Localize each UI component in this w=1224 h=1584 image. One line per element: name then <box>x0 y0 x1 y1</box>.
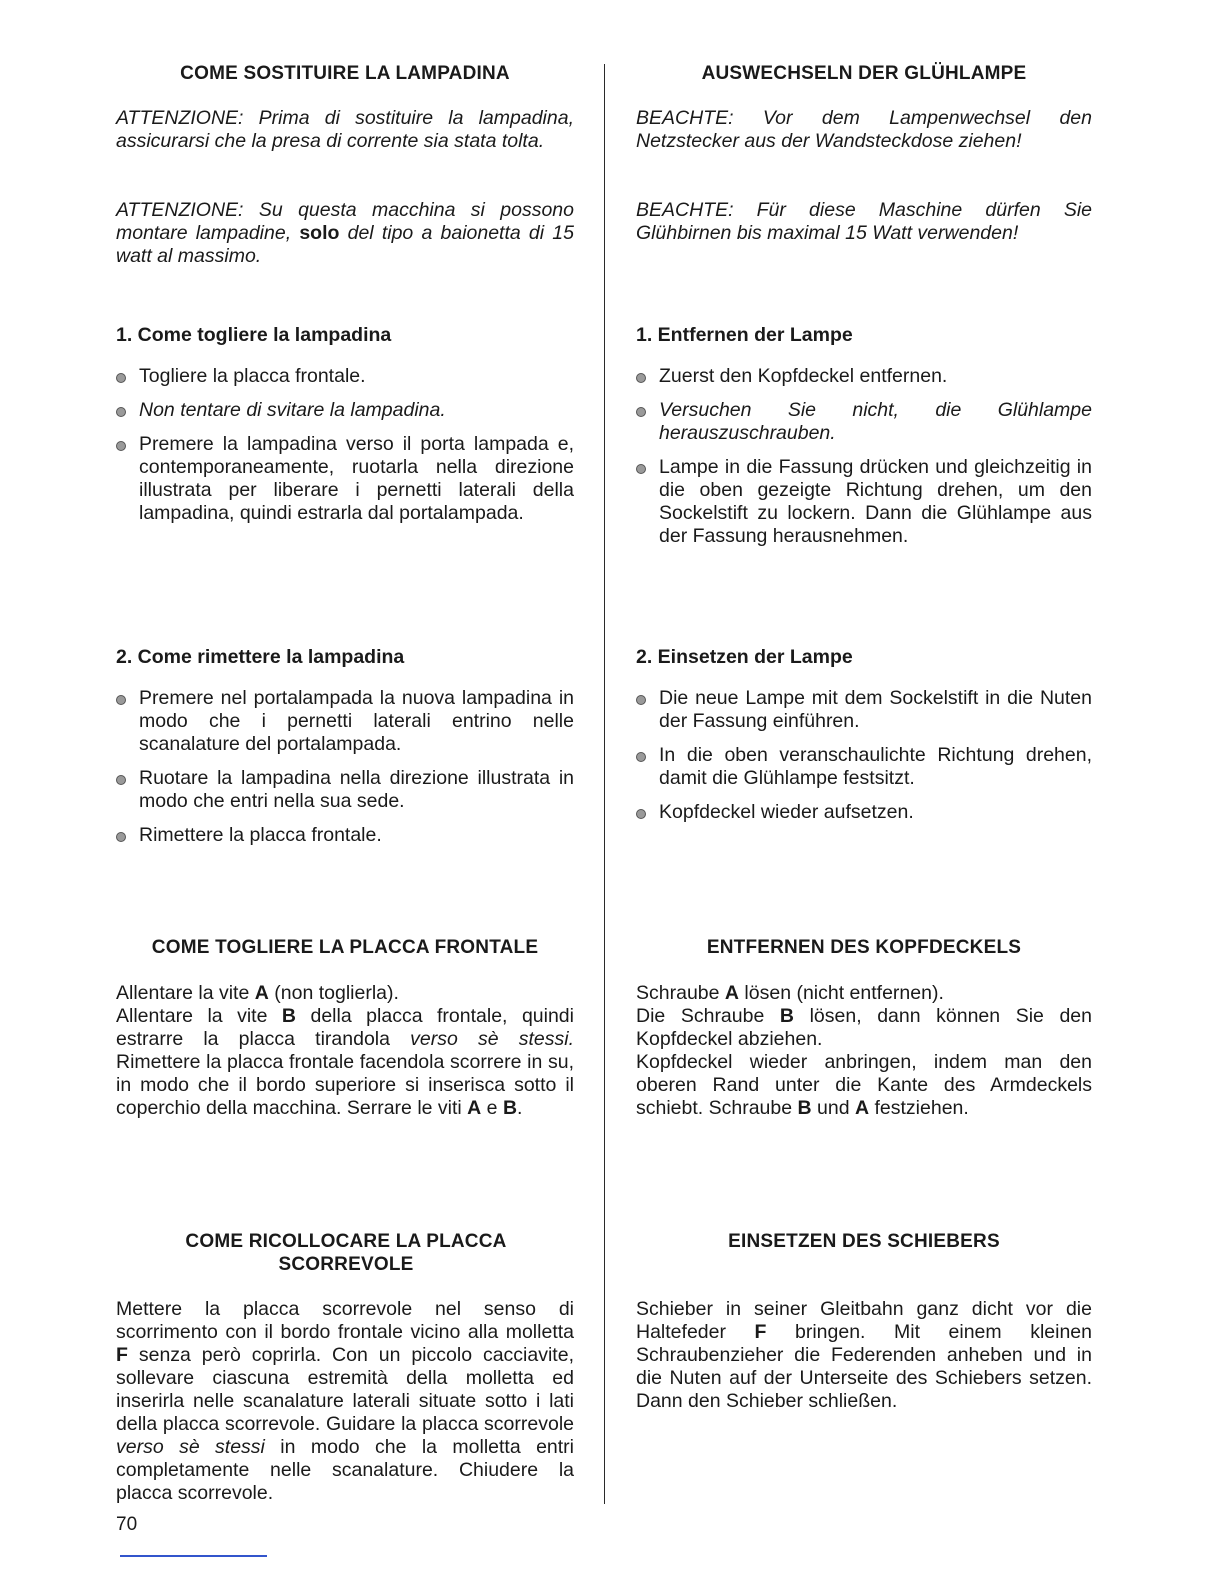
de-remove-lamp-heading: 1. Entfernen der Lampe <box>636 324 853 346</box>
page-number: 70 <box>116 1514 138 1535</box>
bottom-rule <box>120 1555 267 1557</box>
it-front-plate-title: COME TOGLIERE LA PLACCA FRONTALE <box>151 937 539 958</box>
bullet-icon <box>636 809 646 819</box>
de-warning-2: BEACHTE: Für diese Maschine dürfen Sie Glühbirnen bis maximal 15 Watt verwenden! <box>636 199 1092 244</box>
it-lamp-title: COME SOSTITUIRE LA LAMPADINA <box>180 63 510 84</box>
de-head-cover-title: ENTFERNEN DES KOPFDECKELS <box>706 937 1022 958</box>
it-insert-lamp-heading: 2. Come rimettere la lampadina <box>116 646 405 668</box>
list-item: Kopfdeckel wieder aufsetzen. <box>636 801 1092 824</box>
it-remove-lamp-heading: 1. Come togliere la lampadina <box>116 324 392 346</box>
bullet-icon <box>636 373 646 383</box>
list-item: Die neue Lampe mit dem Sockelstift in die Nuten der Fassung einführen. <box>636 687 1092 733</box>
de-head-cover-section <box>636 936 1092 959</box>
de-warning-1: BEACHTE: Vor dem Lampenwechsel den Netzstecker aus der Wandsteckdose ziehen! <box>636 107 1092 152</box>
it-lamp-section <box>116 62 574 85</box>
list-item: Rimettere la placca frontale. <box>116 824 574 847</box>
it-insert-lamp <box>116 645 574 858</box>
de-lamp-title: AUSWECHSELN DER GLÜHLAMPE <box>701 63 1027 84</box>
it-warning-2: ATTENZIONE: Su questa macchina si possono montare lampadine, solo del tipo a baionetta di 15 watt al massimo. <box>116 199 574 267</box>
list-item: Lampe in die Fassung drücken und gleichzeitig in die oben gezeigte Richtung drehen, um den Sockelstift zu lockern. Dann die Glühlampe aus der Fassung herausnehmen. <box>636 456 1092 548</box>
it-slide-plate-section <box>156 1230 536 1276</box>
list-item: Zuerst den Kopfdeckel entfernen. <box>636 365 1092 388</box>
bullet-icon <box>116 373 126 383</box>
bullet-icon <box>636 752 646 762</box>
list-item: Togliere la placca frontale. <box>116 365 574 388</box>
de-slide-text: Schieber in seiner Gleitbahn ganz dicht vor die Haltefeder F bringen. Mit einem kleinen Schraubenzieher die Federenden anheben und in die Nuten auf der Unterseite des Schiebers setzen. Dann den Schieber schließen. <box>636 1298 1092 1412</box>
list-item: Premere la lampadina verso il porta lampada e, contemporaneamente, ruotarla nella direzione illustrata per liberare i pernetti laterali della lampadina, quindi estrarla dal portalampada. <box>116 433 574 525</box>
de-insert-lamp-heading: 2. Einsetzen der Lampe <box>636 646 853 668</box>
de-slide-title: EINSETZEN DES SCHIEBERS <box>728 1231 1000 1252</box>
list-item: Versuchen Sie nicht, die Glühlampe herauszuschrauben. <box>636 399 1092 445</box>
column-divider <box>604 64 605 1504</box>
bullet-icon <box>636 695 646 705</box>
bullet-icon <box>116 441 126 451</box>
it-slide-plate-title: COME RICOLLOCARE LA PLACCA SCORREVOLE <box>185 1231 507 1275</box>
bullet-icon <box>116 775 126 785</box>
de-remove-lamp <box>636 323 1092 559</box>
it-front-plate-section <box>116 936 574 959</box>
bullet-icon <box>116 407 126 417</box>
bullet-icon <box>636 407 646 417</box>
it-warning-1: ATTENZIONE: Prima di sostituire la lampadina, assicurarsi che la presa di corrente sia stata tolta. <box>116 107 574 152</box>
de-head-cover-text: Schraube A lösen (nicht entfernen). Die Schraube B lösen, dann können Sie den Kopfdeckel abziehen. Kopfdeckel wieder anbringen, indem man den oberen Rand unter die Kante des Armdeckels schiebt. Schraube B und A festziehen. <box>636 982 1093 1119</box>
it-slide-plate-text: Mettere la placca scorrevole nel senso di scorrimento con il bordo frontale vicino alla molletta F senza però coprirla. Con un piccolo cacciavite, sollevare ciascuna estremità della molletta ed inserirla nelle scanalature laterali situate sotto i lati della placca scorrevole. Guidare la placca scorrevole verso sè stessi in modo che la molletta entri completamente nelle scanalature. Chiudere la placca scorrevole. <box>116 1298 574 1504</box>
bullet-icon <box>116 695 126 705</box>
list-item: Ruotare la lampadina nella direzione illustrata in modo che entri nella sua sede. <box>116 767 574 813</box>
it-front-plate-text: Allentare la vite A (non toglierla). Allentare la vite B della placca frontale, quindi estrarre la placca tirandola verso sè stessi. Rimettere la placca frontale facendola scorrere in su, in modo che il bordo superiore si inserisca sotto il coperchio della macchina. Serrare le viti A e B. <box>116 982 574 1119</box>
de-lamp-section <box>636 62 1092 85</box>
list-item: Non tentare di svitare la lampadina. <box>116 399 574 422</box>
list-item: Premere nel portalampada la nuova lampadina in modo che i pernetti laterali entrino nelle scanalature del portalampada. <box>116 687 574 756</box>
it-remove-lamp <box>116 323 574 536</box>
bullet-icon <box>116 832 126 842</box>
list-item: In die oben veranschaulichte Richtung drehen, damit die Glühlampe festsitzt. <box>636 744 1092 790</box>
de-slide-section <box>636 1230 1092 1253</box>
bullet-icon <box>636 464 646 474</box>
de-insert-lamp <box>636 645 1092 835</box>
